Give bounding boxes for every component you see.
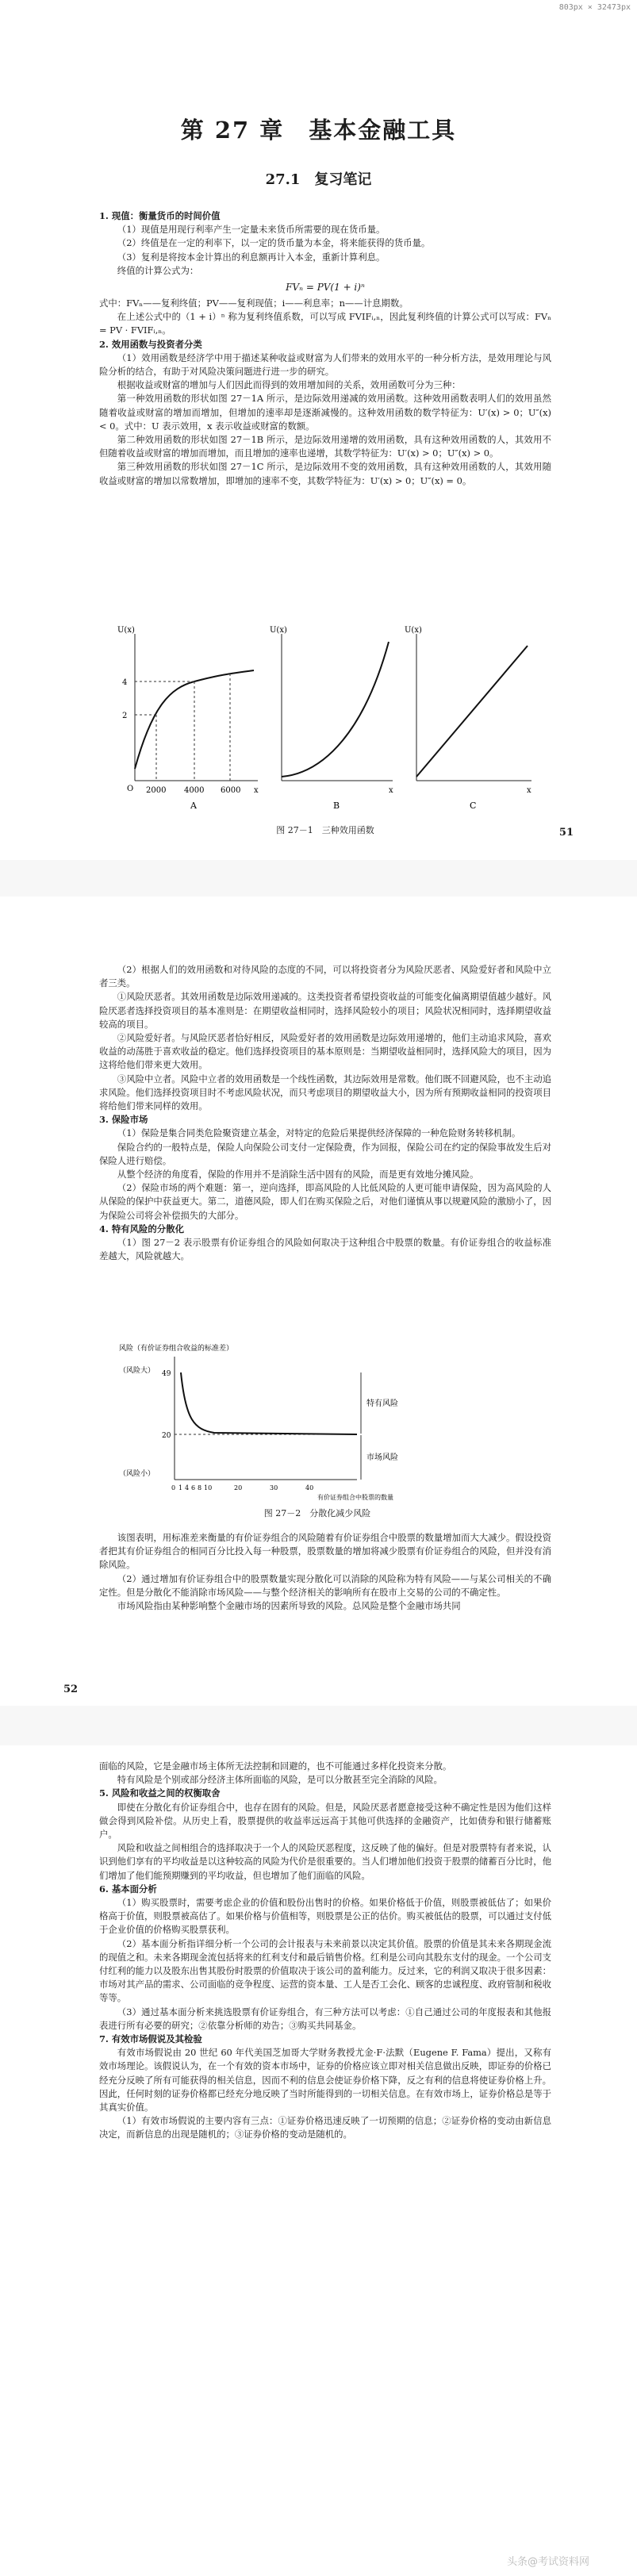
heading-fundamental-analysis: 6. 基本面分析 xyxy=(99,1883,157,1895)
curve-b-increasing xyxy=(282,642,389,777)
panel-label-a: A xyxy=(190,800,197,811)
body-text-page2 xyxy=(99,963,551,1263)
xlabel: 有价证券组合中股票的数量 xyxy=(317,1494,393,1501)
ylabel: 风险（有价证券组合收益的标准差） xyxy=(119,1345,234,1353)
ylabel-low: （风险小） xyxy=(119,1470,155,1478)
panel-c xyxy=(405,626,531,811)
figure-caption: 图 27－1 三种效用函数 xyxy=(276,825,374,835)
ytick-label: 2 xyxy=(122,712,128,720)
heading-present-value: 1. 现值：衡量货币的时间价值 xyxy=(99,210,221,221)
xtick-label: 40 xyxy=(305,1484,314,1491)
ytick-label: 20 xyxy=(162,1432,171,1440)
ytick-label: 4 xyxy=(122,678,128,687)
book-page-51 xyxy=(0,19,637,860)
paragraph: 第一种效用函数的形状如图 27－1A 所示，是边际效用递减的效用函数。这种效用函数表明人们的效用虽然随着收益或财富的增加而增加，但增加的速率却是逐渐减慢的。这种效用函数的数学特征为：U′(x) > 0；U″(x) < 0。式中：U 表示效用，x 表示收益或财富的数额。 xyxy=(99,393,551,432)
formula-future-value: FVₙ = PV(1 + i)ⁿ xyxy=(286,282,365,294)
paragraph: （1）有效市场假说的主要内容有三点：①证券价格迅速反映了一切预期的信息；②证券价格的变动由新信息决定，而新信息的出现是随机的；③证券价格的变动是随机的。 xyxy=(99,2115,551,2140)
ytick-label: 49 xyxy=(162,1370,171,1378)
ylabel-high: （风险大） xyxy=(119,1367,155,1375)
image-dimensions: 803px × 32473px xyxy=(558,3,631,12)
book-page-53 xyxy=(0,1745,637,2576)
paragraph: 即使在分散化有价证券组合中，也存在固有的风险。但是，风险厌恶者愿意接受这种不确定性是因为他们这样做会得到风险补偿。从历史上看，股票提供的收益率远远高于其他可供选择的金融资产，比如债券和银行储蓄账户。 xyxy=(99,1801,551,1841)
heading-insurance: 3. 保险市场 xyxy=(99,1114,148,1126)
paragraph: （1）效用函数是经济学中用于描述某种收益或财富为人们带来的效用水平的一种分析方法，是效用理论与风险分析的结合，有助于对风险决策问题进行进一步的研究。 xyxy=(99,351,551,378)
paragraph: 风险和收益之间相组合的选择取决于一个人的风险厌恶程度，这反映了他的偏好。但是对股票特有者来说，认识到他们享有的平均收益是以这种较高的风险为代价是很重要的。当人们增加他们投资于股票的储蓄百分比时，他们增加了他们能预期赚到的平均收益，但也增加了他们面临的风险。 xyxy=(99,1842,551,1881)
image-toolbar xyxy=(0,0,637,19)
ylabel-a: U(x) xyxy=(117,626,135,635)
paragraph: 该图表明，用标准差来衡量的有价证券组合的风险随着有价证券组合中股票的数量增加而大大减少。假设投资者把其有价证券组合的相同百分比投入每一种股票，股票数量的增加将减少股票有价证券组合的风险，但并没有消除风险。 xyxy=(99,1532,551,1571)
ylabel-c: U(x) xyxy=(405,626,422,635)
ylabel-b: U(x) xyxy=(270,626,287,635)
xtick-label: 2000 xyxy=(146,786,167,795)
paragraph: （1）保险是集合同类危险聚资建立基金，对特定的危险后果提供经济保障的一种危险财务转移机制。 xyxy=(117,1127,521,1139)
page-gap xyxy=(0,860,637,896)
paragraph: 市场风险指由某种影响整个金融市场的因素所导致的风险。总风险是整个金融市场共同 xyxy=(117,1600,461,1612)
formula-legend: 式中：FVₙ——复利终值；PV——复利现值；i——利息率；n——计息期数。 xyxy=(99,298,409,309)
xtick-label: 8 xyxy=(198,1484,202,1491)
panel-label-b: B xyxy=(333,800,340,811)
paragraph: 在上述公式中的（1 + i）ⁿ 称为复利终值系数，可以写成 FVIFᵢ,ₙ，因此复利终值的计算公式可以写成：FVₙ = PV · FVIFᵢ,ₙ。 xyxy=(99,311,551,336)
paragraph: ①风险厌恶者。其效用函数是边际效用递减的。这类投资者希望投资收益的可能变化偏离期望值越少越好。风险厌恶者选择投资项目的基本准则是：在期望收益相同时，选择风险较小的项目；风险状况相同时，选择期望收益较高的项目。 xyxy=(99,991,551,1030)
line-c-constant xyxy=(416,646,528,777)
paragraph: （1）现值是用现行利率产生一定量未来货币所需要的现在货币量。 xyxy=(117,224,386,236)
body-text-page2-lower xyxy=(99,1531,551,1613)
panel-a xyxy=(117,626,259,811)
paragraph: 根据收益或财富的增加与人们因此而得到的效用增加间的关系，效用函数可分为三种： xyxy=(117,379,461,391)
book-page-52 xyxy=(0,896,637,1706)
watermark: 头条@考试资料网 xyxy=(506,2556,589,2568)
xtick-label: 6 xyxy=(191,1484,196,1491)
three-utility-curves-chart xyxy=(111,618,539,820)
paragraph: （2）保险市场的两个难题：第一，逆向选择，即高风险的人比低风险的人更可能申请保险，因为高风险的人从保险的保护中获益更大。第二，道德风险，即人们在购买保险之后，对他们谨慎从事以规避风险的激励小了，因为保险公司将会补偿损失的大部分。 xyxy=(99,1182,551,1221)
xlabel-b: x xyxy=(389,786,393,795)
paragraph: ③风险中立者。风险中立者的效用函数是一个线性函数，其边际效用是常数。他们既不回避风险，也不主动追求风险。他们选择投资项目时不考虑风险状况，而只考虑项目的期望收益大小，因为所有预期收益相同的投资项目将给他们带来同样的效用。 xyxy=(99,1073,551,1112)
paragraph: 保险合约的一般特点是，保险人向保险公司支付一定保险费，作为回报，保险公司在约定的保险事故发生后对保险人进行赔偿。 xyxy=(99,1141,551,1166)
panel-b xyxy=(270,626,393,811)
figure-27-2 xyxy=(119,1341,516,1523)
paragraph: 终值的计算公式为： xyxy=(117,264,199,276)
xtick-label: 10 xyxy=(204,1484,213,1491)
paragraph: （3）复利是将按本金计算出的利息额再计入本金，重新计算利息。 xyxy=(117,251,386,263)
xtick-label: 6000 xyxy=(221,786,241,795)
paragraph: ②风险爱好者。与风险厌恶者恰好相反，风险爱好者的效用函数是边际效用递增的，他们主动追求风险，喜欢收益的动荡胜于喜欢收益的稳定。他们选择投资项目的基本原则是：当期望收益相同时，选择风险大的项目，因为这将给他们带来更大效用。 xyxy=(99,1032,551,1071)
heading-efficient-market: 7. 有效市场假说及其检验 xyxy=(99,2033,202,2045)
xtick-label: 4 xyxy=(185,1484,190,1491)
paragraph: （2）通过增加有价证券组合中的股票数量实现分散化可以消除的风险称为特有风险——与某公司相关的不确定性。但是分散化不能消除市场风险——与整个经济相关的影响所有在股市上交易的公司的不确定性。 xyxy=(99,1572,551,1598)
paragraph: （2）根据人们的效用函数和对待风险的态度的不同，可以将投资者分为风险厌恶者、风险爱好者和风险中立者三类。 xyxy=(99,964,551,989)
diversification-risk-chart xyxy=(119,1341,516,1503)
body-text-page1 xyxy=(99,209,551,488)
xtick-label: 0 xyxy=(171,1484,176,1491)
panel-label-c: C xyxy=(470,800,477,811)
xtick-label: 1 xyxy=(178,1484,183,1491)
risk-curve xyxy=(181,1372,357,1434)
specific-risk-label: 特有风险 xyxy=(366,1399,398,1408)
section-title: 27.1 复习笔记 xyxy=(265,171,372,188)
paragraph: 特有风险是个别或部分经济主体所面临的风险，是可以分散甚至完全消除的风险。 xyxy=(117,1774,443,1786)
market-risk-label: 市场风险 xyxy=(366,1453,398,1462)
paragraph: 有效市场假说由 20 世纪 60 年代美国芝加哥大学财务教授尤金·F·法默（Eugene F. Fama）提出，又称有效市场理论。该假说认为，在一个有效的资本市场中，证券的价格应该立即对相关信息做出反映，即证券的价格已经充分反映了所有可能获得的相关信息，因而不利的信息会使证券价格下降，反之有利的信息将使证券价格上升。因此，任何时刻的证券价格都已经充分地反映了当时所能得到的一切相关信息。在有效市场上，证券价格总是等于其真实价值。 xyxy=(99,2047,551,2113)
xtick-label: 30 xyxy=(270,1484,278,1491)
chapter-title: 第 27 章 基本金融工具 xyxy=(180,117,457,144)
paragraph: （3）通过基本面分析来挑选股票有价证券组合，有三种方法可以考虑：①自己通过公司的年度报表和其他报表进行所有必要的研究；②依靠分析师的劝告；③购买共同基金。 xyxy=(99,2006,551,2031)
body-text-page3 xyxy=(99,1760,551,2142)
paragraph: 从整个经济的角度看，保险的作用并不是消除生活中固有的风险，而是更有效地分摊风险。 xyxy=(117,1169,479,1181)
heading-diversification: 4. 特有风险的分散化 xyxy=(99,1223,184,1234)
heading-risk-return: 5. 风险和收益之间的权衡取舍 xyxy=(99,1787,221,1799)
paragraph: 第三种效用函数的形状如图 27－1C 所示，是边际效用不变的效用函数，具有这种效用函数的人，其效用随收益或财富的增加以常数增加，即增加的速率不变，其数学特征为：U′(x) > 0；U″(x) = 0。 xyxy=(99,461,551,486)
xtick-label: 4000 xyxy=(184,786,205,795)
heading-utility-function: 2. 效用函数与投资者分类 xyxy=(99,338,202,350)
page-number: 52 xyxy=(63,1683,79,1695)
paragraph: （2）基本面分析指详细分析一个公司的会计报表与未来前景以决定其价值。股票的价值是其未来各期现金流的现值之和。未来各期现金流包括将来的红利支付和最后销售价格。红利是公司向其股东支付的现金。一个公司支付红利的能力以及股东出售其股份时股票的价值取决于该公司的盈利能力。反过来，它的利润又取决于很多因素：市场对其产品的需求、公司面临的竞争程度、运营的资本量、工人是否工会化、顾客的忠诚程度、政府管制和税收等等。 xyxy=(99,1937,551,2004)
figure-27-1 xyxy=(111,618,539,840)
paragraph: （1）购买股票时，需要考虑企业的价值和股份出售时的价格。如果价格低于价值，则股票被低估了；如果价格高于价值，则股票被高估了。如果价格与价值相等，则股票是公正的估价。购买被低估的股票，可以通过支付低于企业价值的价格购买股票获利。 xyxy=(99,1897,551,1936)
xlabel-a: x xyxy=(254,786,259,795)
figure-caption: 图 27－2 分散化减少风险 xyxy=(263,1508,371,1518)
paragraph: （1）图 27－2 表示股票有价证券组合的风险如何取决于这种组合中股票的数量。有价证券组合的收益标准差越大，风险就越大。 xyxy=(99,1237,551,1262)
xlabel-c: x xyxy=(527,786,531,795)
origin-label: O xyxy=(127,785,134,793)
page-gap xyxy=(0,1706,637,1745)
paragraph: （2）终值是在一定的利率下，以一定的货币量为本金，将来能获得的货币量。 xyxy=(117,237,431,249)
xtick-label: 20 xyxy=(234,1484,243,1491)
paragraph: 第二种效用函数的形状如图 27－1B 所示，是边际效用递增的效用函数，具有这种效用函数的人，其效用不但随着收益或财富的增加而增加，而且增加的速率也递增，其数学特征为：U′(x) > 0；U″(x) > 0。 xyxy=(99,434,551,459)
paragraph: 面临的风险，它是金融市场主体所无法控制和回避的，也不可能通过多样化投资来分散。 xyxy=(99,1760,452,1772)
page-number: 51 xyxy=(558,827,574,839)
